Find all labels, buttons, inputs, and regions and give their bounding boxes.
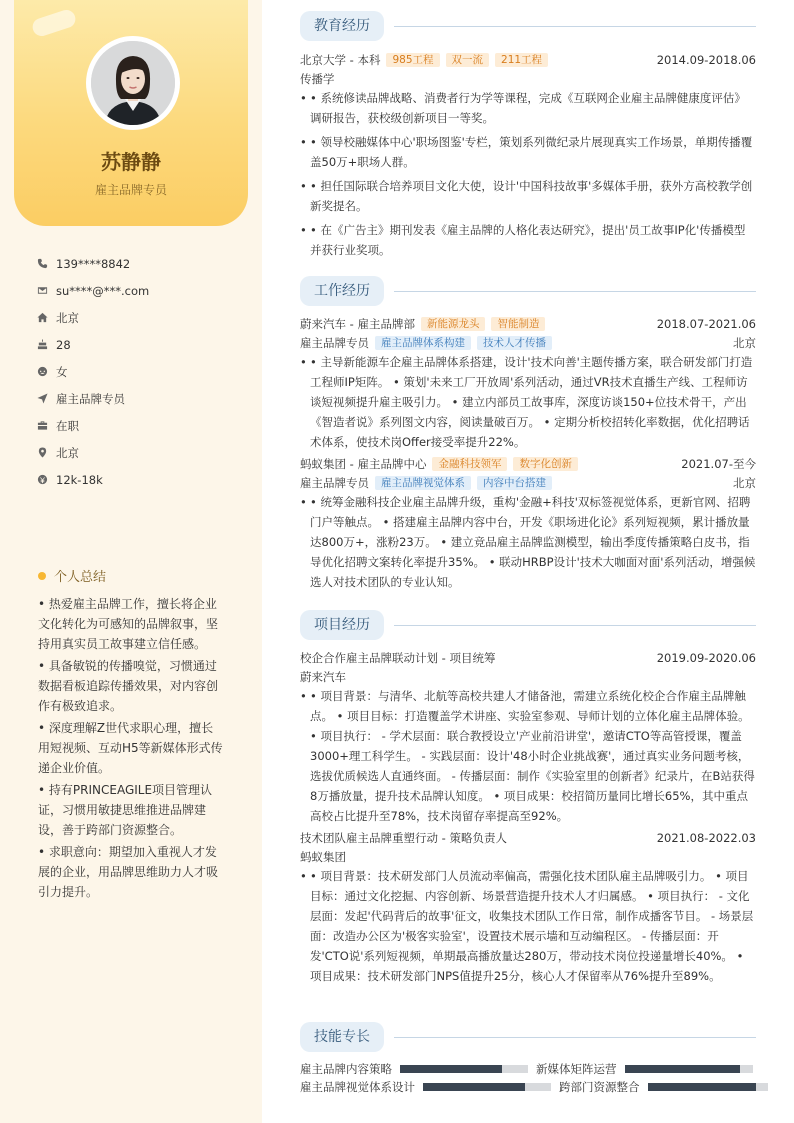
summary-item: • 求职意向：期望加入重视人才发展的企业，用品牌思维助力人才吸引力提升。 (38, 845, 219, 899)
project-org: 蔚来汽车 (300, 669, 346, 684)
contact-gender (36, 358, 246, 385)
work-description: • • 主导新能源车企雇主品牌体系搭建，设计'技术向善'主题传播方案，联合研发部门打造工程师IP矩阵。 • 策划'未来工厂开放周'系列活动，通过VR技术直播生产线、工程师访谈短视频提升雇主吸引力。 • 建立内部员工故事库，深度访谈150+位技术骨干，产出《智造者说》系列图文内容，阅读量破百万。 • 定期分析校招转化率数据，优化招聘话术体系，使技术岗Offer接受率提升22%。 (300, 352, 756, 452)
work-date: 2018.07-2021.06 (656, 316, 756, 331)
home-icon (36, 312, 48, 324)
skill-name: 雇主品牌视觉体系设计 (300, 1080, 415, 1094)
contact-value: su****@***.com (56, 283, 150, 298)
sidebar (0, 0, 262, 1123)
project-name: 校企合作雇主品牌联动计划 - 项目统筹 (300, 650, 496, 665)
education-bullet: • • 在《广告主》期刊发表《雇主品牌的人格化表达研究》，提出'员工故事IP化'传播模型并获行业奖项。 (300, 220, 756, 260)
summary-item: • 深度理解Z世代求职心理，擅长用短视频、互动H5等新媒体形式传递企业价值。 (38, 721, 223, 775)
role-tag: 雇主品牌视觉体系 (375, 476, 471, 490)
summary-title-text: 个人总结 (54, 570, 107, 585)
contact-value: 北京 (56, 445, 79, 460)
skill-name: 雇主品牌内容策略 (300, 1062, 392, 1076)
skill-item (300, 1079, 551, 1095)
profile-title: 雇主品牌专员 (94, 183, 167, 197)
contact-value: 28 (56, 337, 71, 352)
send-icon (36, 393, 48, 405)
contact-home (36, 304, 246, 331)
summary-item: • 持有PRINCEAGILE项目管理认证，习惯用敏捷思维推进品牌建设，善于跨部门资源整合。 (38, 783, 213, 837)
skill-bar-fill (625, 1065, 740, 1073)
phone-icon (36, 258, 48, 270)
profile-header (14, 0, 248, 226)
project-date: 2019.09-2020.06 (656, 650, 756, 665)
skill-bar (625, 1065, 753, 1073)
work-date: 2021.07-至今 (681, 456, 756, 471)
summary-heading (38, 566, 106, 585)
school-tag: 211工程 (495, 53, 548, 67)
skills-row (300, 1061, 761, 1077)
contact-list (36, 250, 246, 493)
decorative-shape (30, 8, 77, 39)
gender-icon (36, 366, 48, 378)
project-entry (300, 648, 756, 830)
contact-status (36, 412, 246, 439)
section-divider (394, 26, 756, 27)
section-divider (394, 1037, 756, 1038)
bullet-dot-icon (38, 572, 46, 580)
skill-bar-fill (400, 1065, 502, 1073)
skill-bar-fill (423, 1083, 525, 1091)
summary-item: • 热爱雇主品牌工作，擅长将企业文化转化为可感知的品牌叙事，坚持用真实员工故事建立信任感。 (38, 597, 219, 651)
role-tag: 雇主品牌体系构建 (375, 336, 471, 350)
section-work-header (300, 276, 756, 306)
company-name: 蚂蚁集团 - 雇主品牌中心 (300, 456, 427, 471)
location-icon (36, 447, 48, 459)
contact-salary (36, 466, 246, 493)
company-name: 蔚来汽车 - 雇主品牌部 (300, 316, 415, 331)
salary-icon (36, 474, 48, 486)
project-date: 2021.08-2022.03 (656, 830, 756, 845)
contact-location (36, 439, 246, 466)
work-city: 北京 (733, 335, 756, 350)
education-bullet: • • 系统修读品牌战略、消费者行为学等课程，完成《互联网企业雇主品牌健康度评估》调研报告，获校级创新项目一等奖。 (300, 88, 756, 128)
company-tag: 智能制造 (491, 317, 545, 331)
summary-item: • 具备敏锐的传播嗅觉，习惯通过数据看板追踪传播效果，对内容创作有极致追求。 (38, 659, 219, 713)
section-divider (394, 625, 756, 626)
education-bullet: • • 担任国际联合培养项目文化大使，设计'中国科技故事'多媒体手册，获外方高校教学创新奖提名。 (300, 176, 756, 216)
avatar-photo (91, 41, 175, 125)
section-title: 技能专长 (300, 1022, 384, 1052)
job-role: 雇主品牌专员 (300, 335, 369, 350)
section-title: 教育经历 (300, 11, 384, 41)
contact-phone (36, 250, 246, 277)
project-entry (300, 828, 756, 990)
section-education-header (300, 11, 756, 41)
skill-name: 新媒体矩阵运营 (536, 1062, 617, 1076)
profile-name: 苏静静 (101, 150, 161, 174)
company-tag: 金融科技领军 (432, 457, 507, 471)
work-city: 北京 (733, 475, 756, 490)
skill-name: 跨部门资源整合 (559, 1080, 640, 1094)
skills-row (300, 1079, 776, 1095)
skill-item (536, 1061, 753, 1077)
contact-value: 女 (56, 364, 68, 379)
project-org: 蚂蚁集团 (300, 849, 346, 864)
section-skills-header (300, 1022, 756, 1052)
company-tag: 新能源龙头 (421, 317, 486, 331)
school-tag: 双一流 (446, 53, 490, 67)
work-description: • • 统筹金融科技企业雇主品牌升级，重构'金融+科技'双标签视觉体系，更新官网、招聘门户等触点。 • 搭建雇主品牌内容中台，开发《职场进化论》系列短视频，累计播放量达800万+，涨粉23万。 • 建立竞品雇主品牌监测模型，输出季度传播策略白皮书，指导优化招聘文案转化率提升35%。 • 联动HRBP设计'技术大咖面对面'系列活动，增强候选人对技术团队的专业认知。 (300, 492, 756, 592)
contact-age (36, 331, 246, 358)
skill-item (559, 1079, 768, 1095)
contact-target-role (36, 385, 246, 412)
company-tag: 数字化创新 (513, 457, 578, 471)
role-tag: 技术人才传播 (477, 336, 552, 350)
work-entry (300, 454, 756, 596)
summary-list (38, 594, 224, 904)
section-title: 项目经历 (300, 610, 384, 640)
skill-bar (423, 1083, 551, 1091)
skill-bar-fill (648, 1083, 756, 1091)
education-major: 传播学 (300, 71, 335, 86)
school-tag: 985工程 (386, 53, 439, 67)
project-description: • • 项目背景：与清华、北航等高校共建人才储备池，需建立系统化校企合作雇主品牌触点。 • 项目目标：打造覆盖学术讲座、实验室参观、导师计划的立体化雇主品牌体验。 • 项目执行： - 学术层面：联合教授设立'产业前沿讲堂'，邀请CTO等高管授课，覆盖3000+理工科学生。 - 实践层面：设计'48小时企业挑战赛'，通过真实业务问题考核，选拔优质候选人直通终面。 - 传播层面：制作《实验室里的创新者》纪录片，在B站获得8万播放量，提升技术品牌认知度。 • 项目成果：校招简历量同比增长65%，其中重点高校占比提升至78%，技术岗留存率提高至92%。 (300, 686, 756, 826)
education-date: 2014.09-2018.06 (656, 52, 756, 67)
cake-icon (36, 339, 48, 351)
avatar (86, 36, 180, 130)
contact-value: 北京 (56, 310, 79, 325)
section-title: 工作经历 (300, 276, 384, 306)
work-entry (300, 314, 756, 456)
role-tag: 内容中台搭建 (477, 476, 552, 490)
project-name: 技术团队雇主品牌重塑行动 - 策略负责人 (300, 830, 507, 845)
section-projects-header (300, 610, 756, 640)
contact-value: 在职 (56, 418, 79, 433)
education-bullet: • • 领导校融媒体中心'职场图鉴'专栏，策划系列微纪录片展现真实工作场景，单期传播覆盖50万+职场人群。 (300, 132, 756, 172)
mail-icon (36, 285, 48, 297)
education-entry (300, 50, 756, 264)
skill-bar (648, 1083, 768, 1091)
project-description: • • 项目背景：技术研发部门人员流动率偏高，需强化技术团队雇主品牌吸引力。 • 项目目标：通过文化挖掘、内容创新、场景营造提升技术人才归属感。 • 项目执行： - 文化层面：发起'代码背后的故事'征文，收集技术团队工作日常，制作成播客节目。 - 场景层面：改造办公区为'极客实验室'，设置技术展示墙和互动编程区。 - 传播层面：开发'CTO说'系列短视频，单期最高播放量达280万，带动技术岗位投递量增长40%。 • 项目成果：技术研发部门NPS值提升25分，核心人才保留率从76%提升至89%。 (300, 866, 756, 986)
contact-email (36, 277, 246, 304)
school-name: 北京大学 - 本科 (300, 52, 381, 67)
briefcase-icon (36, 420, 48, 432)
skill-bar (400, 1065, 528, 1073)
contact-value: 139****8842 (56, 256, 131, 271)
contact-value: 雇主品牌专员 (56, 391, 125, 406)
section-divider (394, 291, 756, 292)
job-role: 雇主品牌专员 (300, 475, 369, 490)
contact-value: 12k-18k (56, 472, 103, 487)
skill-item (300, 1061, 528, 1077)
